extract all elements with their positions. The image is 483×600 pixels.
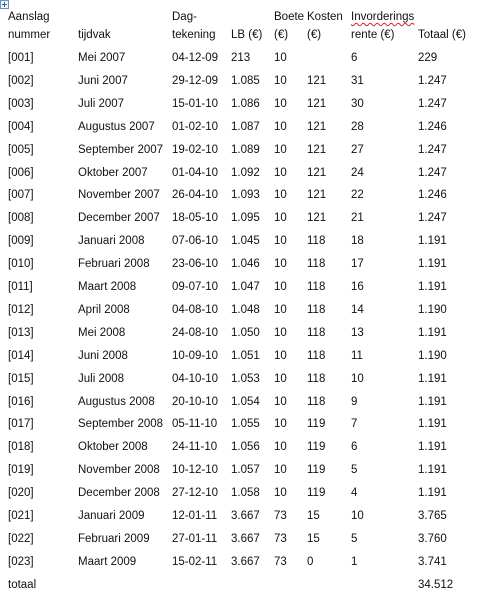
cell-totaal: 1.190 [418,350,447,362]
cell-dagtekening: 24-08-10 [172,327,219,339]
header-aanslag: Aanslag [8,11,50,23]
cell-tijdvak: Mei 2008 [78,327,126,339]
cell-boete: 10 [274,350,287,362]
cell-totaal: 1.191 [418,418,447,430]
cell-kosten: 119 [307,441,326,453]
cell-boete: 10 [274,281,287,293]
cell-lb: 1.089 [231,144,260,156]
cell-rente: 27 [351,144,364,156]
cell-tijdvak: Augustus 2008 [78,396,155,408]
cell-rente: 4 [351,487,358,499]
cell-kosten: 119 [307,418,326,430]
cell-boete: 10 [274,373,287,385]
cell-boete: 10 [274,167,287,179]
header-kosten-unit: (€) [307,29,322,41]
header-rente: rente (€) [351,29,395,41]
cell-kosten: 118 [307,350,326,362]
cell-totaal: 1.190 [418,304,447,316]
cell-boete: 10 [274,52,287,64]
header-boete-unit: (€) [274,29,289,41]
cell-boete: 10 [274,258,287,270]
cell-totaal: 3.765 [418,510,447,522]
cell-rente: 22 [351,189,364,201]
cell-dagtekening: 26-04-10 [172,189,219,201]
cell-kosten: 118 [307,304,326,316]
cell-nummer: [008] [8,212,34,224]
cell-nummer: [005] [8,144,34,156]
cell-dagtekening: 01-02-10 [172,121,219,133]
cell-boete: 10 [274,98,287,110]
cell-nummer: [001] [8,52,34,64]
cell-boete: 10 [274,212,287,224]
cell-dagtekening: 01-04-10 [172,167,219,179]
cell-kosten: 119 [307,487,326,499]
cell-dagtekening: 19-02-10 [172,144,219,156]
cell-tijdvak: Januari 2009 [78,510,145,522]
cell-kosten: 118 [307,281,326,293]
cell-tijdvak: September 2007 [78,144,164,156]
cell-dagtekening: 10-09-10 [172,350,219,362]
cell-dagtekening: 07-06-10 [172,235,219,247]
cell-kosten: 15 [307,533,320,545]
cell-rente: 18 [351,235,364,247]
cell-totaal: 1.247 [418,212,447,224]
cell-kosten: 118 [307,235,326,247]
cell-lb: 1.054 [231,396,260,408]
cell-totaal: 1.247 [418,75,447,87]
cell-dagtekening: 15-01-10 [172,98,219,110]
cell-nummer: [003] [8,98,34,110]
cell-boete: 10 [274,121,287,133]
header-nummer: nummer [8,29,51,41]
cell-totaal: 229 [418,52,438,64]
cell-lb: 1.045 [231,235,260,247]
footer-totaal-value: 34.512 [418,579,454,591]
cell-rente: 11 [351,350,363,362]
cell-totaal: 1.247 [418,167,447,179]
cell-nummer: [018] [8,441,34,453]
cell-nummer: [022] [8,533,34,545]
cell-nummer: [012] [8,304,34,316]
cell-nummer: [014] [8,350,34,362]
cell-dagtekening: 29-12-09 [172,75,219,87]
header-tijdvak: tijdvak [78,29,111,41]
cell-nummer: [004] [8,121,34,133]
cell-rente: 16 [351,281,364,293]
cell-lb: 1.056 [231,441,260,453]
cell-totaal: 1.191 [418,487,447,499]
cell-lb: 1.087 [231,121,260,133]
cell-kosten: 118 [307,373,326,385]
cell-boete: 10 [274,487,287,499]
cell-tijdvak: April 2008 [78,304,130,316]
cell-kosten: 121 [307,144,327,156]
cell-kosten: 15 [307,510,320,522]
cell-totaal: 1.191 [418,373,447,385]
cell-totaal: 1.246 [418,121,447,133]
cell-tijdvak: Juni 2008 [78,350,128,362]
cell-boete: 10 [274,144,287,156]
cell-tijdvak: Juli 2008 [78,373,125,385]
cell-lb: 1.057 [231,464,260,476]
cell-nummer: [019] [8,464,34,476]
cell-kosten: 118 [307,327,326,339]
cell-kosten: 118 [307,396,326,408]
cell-boete: 10 [274,418,287,430]
cell-rente: 1 [351,556,358,568]
cell-lb: 213 [231,52,251,64]
cell-kosten: 119 [307,464,326,476]
cell-tijdvak: November 2007 [78,189,160,201]
cell-dagtekening: 20-10-10 [172,396,219,408]
header-lb: LB (€) [231,29,263,41]
cell-lb: 1.046 [231,258,260,270]
cell-boete: 73 [274,510,287,522]
cell-tijdvak: Maart 2009 [78,556,137,568]
cell-boete: 10 [274,304,287,316]
header-tekening: tekening [172,29,216,41]
cell-dagtekening: 24-11-10 [172,441,218,453]
cell-rente: 13 [351,327,364,339]
cell-lb: 1.051 [231,350,260,362]
cell-rente: 10 [351,510,364,522]
cell-rente: 6 [351,441,358,453]
cell-kosten: 121 [307,75,327,87]
cell-lb: 1.093 [231,189,260,201]
cell-dagtekening: 05-11-10 [172,418,218,430]
cell-lb: 1.055 [231,418,260,430]
header-dagtekening: Dag- [172,11,197,23]
cell-dagtekening: 27-01-11 [172,533,218,545]
cell-totaal: 1.246 [418,189,447,201]
cell-dagtekening: 12-01-11 [172,510,218,522]
cell-kosten: 121 [307,98,327,110]
cell-totaal: 1.191 [418,235,447,247]
cell-lb: 1.058 [231,487,260,499]
cell-tijdvak: Mei 2007 [78,52,126,64]
cell-nummer: [020] [8,487,34,499]
footer-totaal-label: totaal [8,579,37,591]
cell-rente: 7 [351,418,358,430]
cell-lb: 1.048 [231,304,260,316]
cell-totaal: 1.191 [418,327,447,339]
cell-nummer: [013] [8,327,34,339]
cell-dagtekening: 18-05-10 [172,212,219,224]
cell-lb: 1.053 [231,373,260,385]
cell-tijdvak: Maart 2008 [78,281,137,293]
cell-rente: 30 [351,98,364,110]
cell-lb: 1.047 [231,281,260,293]
cell-tijdvak: December 2007 [78,212,160,224]
cell-tijdvak: Januari 2008 [78,235,145,247]
cell-nummer: [009] [8,235,34,247]
cell-lb: 3.667 [231,510,260,522]
cell-kosten: 121 [307,189,327,201]
cell-kosten: 121 [307,121,327,133]
cell-lb: 1.092 [231,167,260,179]
cell-rente: 31 [351,75,364,87]
cell-dagtekening: 04-12-09 [172,52,219,64]
cell-rente: 28 [351,121,364,133]
cell-dagtekening: 09-07-10 [172,281,219,293]
cell-kosten: 121 [307,167,327,179]
cell-rente: 5 [351,533,358,545]
cell-kosten: 118 [307,258,326,270]
cell-dagtekening: 23-06-10 [172,258,219,270]
cell-nummer: [015] [8,373,34,385]
cell-rente: 5 [351,464,358,476]
header-invorderings: Invorderings [351,11,415,23]
table-move-handle[interactable] [0,0,9,9]
cell-lb: 3.667 [231,556,260,568]
cell-boete: 73 [274,533,287,545]
cell-totaal: 1.191 [418,441,447,453]
cell-nummer: [011] [8,281,33,293]
cell-rente: 6 [351,52,358,64]
cell-nummer: [021] [8,510,34,522]
cell-tijdvak: November 2008 [78,464,160,476]
cell-totaal: 1.191 [418,281,447,293]
cell-boete: 10 [274,396,287,408]
cell-totaal: 1.247 [418,98,447,110]
cell-nummer: [006] [8,167,34,179]
cell-lb: 1.050 [231,327,260,339]
cell-rente: 14 [351,304,364,316]
cell-tijdvak: December 2008 [78,487,160,499]
cell-boete: 10 [274,235,287,247]
cell-boete: 10 [274,464,287,476]
cell-dagtekening: 04-08-10 [172,304,219,316]
cell-boete: 10 [274,327,287,339]
cell-rente: 17 [351,258,364,270]
cell-lb: 3.667 [231,533,260,545]
cell-rente: 21 [351,212,364,224]
cell-lb: 1.086 [231,98,260,110]
cell-dagtekening: 10-12-10 [172,464,219,476]
cell-totaal: 1.191 [418,258,447,270]
cell-tijdvak: Juni 2007 [78,75,128,87]
cell-nummer: [023] [8,556,34,568]
cell-tijdvak: Oktober 2007 [78,167,148,179]
cell-tijdvak: Februari 2008 [78,258,150,270]
cell-boete: 10 [274,189,287,201]
cell-kosten: 121 [307,212,327,224]
cell-tijdvak: Augustus 2007 [78,121,155,133]
cell-nummer: [007] [8,189,34,201]
cell-tijdvak: Juli 2007 [78,98,125,110]
cell-totaal: 1.191 [418,464,447,476]
cell-rente: 10 [351,373,364,385]
cell-kosten: 0 [307,556,314,568]
cell-rente: 9 [351,396,358,408]
cell-rente: 24 [351,167,364,179]
cell-nummer: [016] [8,396,34,408]
header-boete: Boete [274,11,305,23]
cell-boete: 10 [274,75,287,87]
cell-nummer: [010] [8,258,34,270]
cell-boete: 73 [274,556,287,568]
cell-totaal: 1.191 [418,396,447,408]
cell-dagtekening: 04-10-10 [172,373,219,385]
cell-boete: 10 [274,441,287,453]
cell-nummer: [002] [8,75,34,87]
cell-nummer: [017] [8,418,34,430]
cell-tijdvak: Februari 2009 [78,533,150,545]
cell-lb: 1.095 [231,212,260,224]
cell-lb: 1.085 [231,75,260,87]
cell-totaal: 1.247 [418,144,447,156]
cell-tijdvak: September 2008 [78,418,164,430]
cell-dagtekening: 27-12-10 [172,487,219,499]
header-totaal: Totaal (€) [418,29,466,41]
cell-totaal: 3.741 [418,556,447,568]
cell-totaal: 3.760 [418,533,447,545]
header-kosten: Kosten [307,11,343,23]
cell-dagtekening: 15-02-11 [172,556,218,568]
cell-tijdvak: Oktober 2008 [78,441,148,453]
